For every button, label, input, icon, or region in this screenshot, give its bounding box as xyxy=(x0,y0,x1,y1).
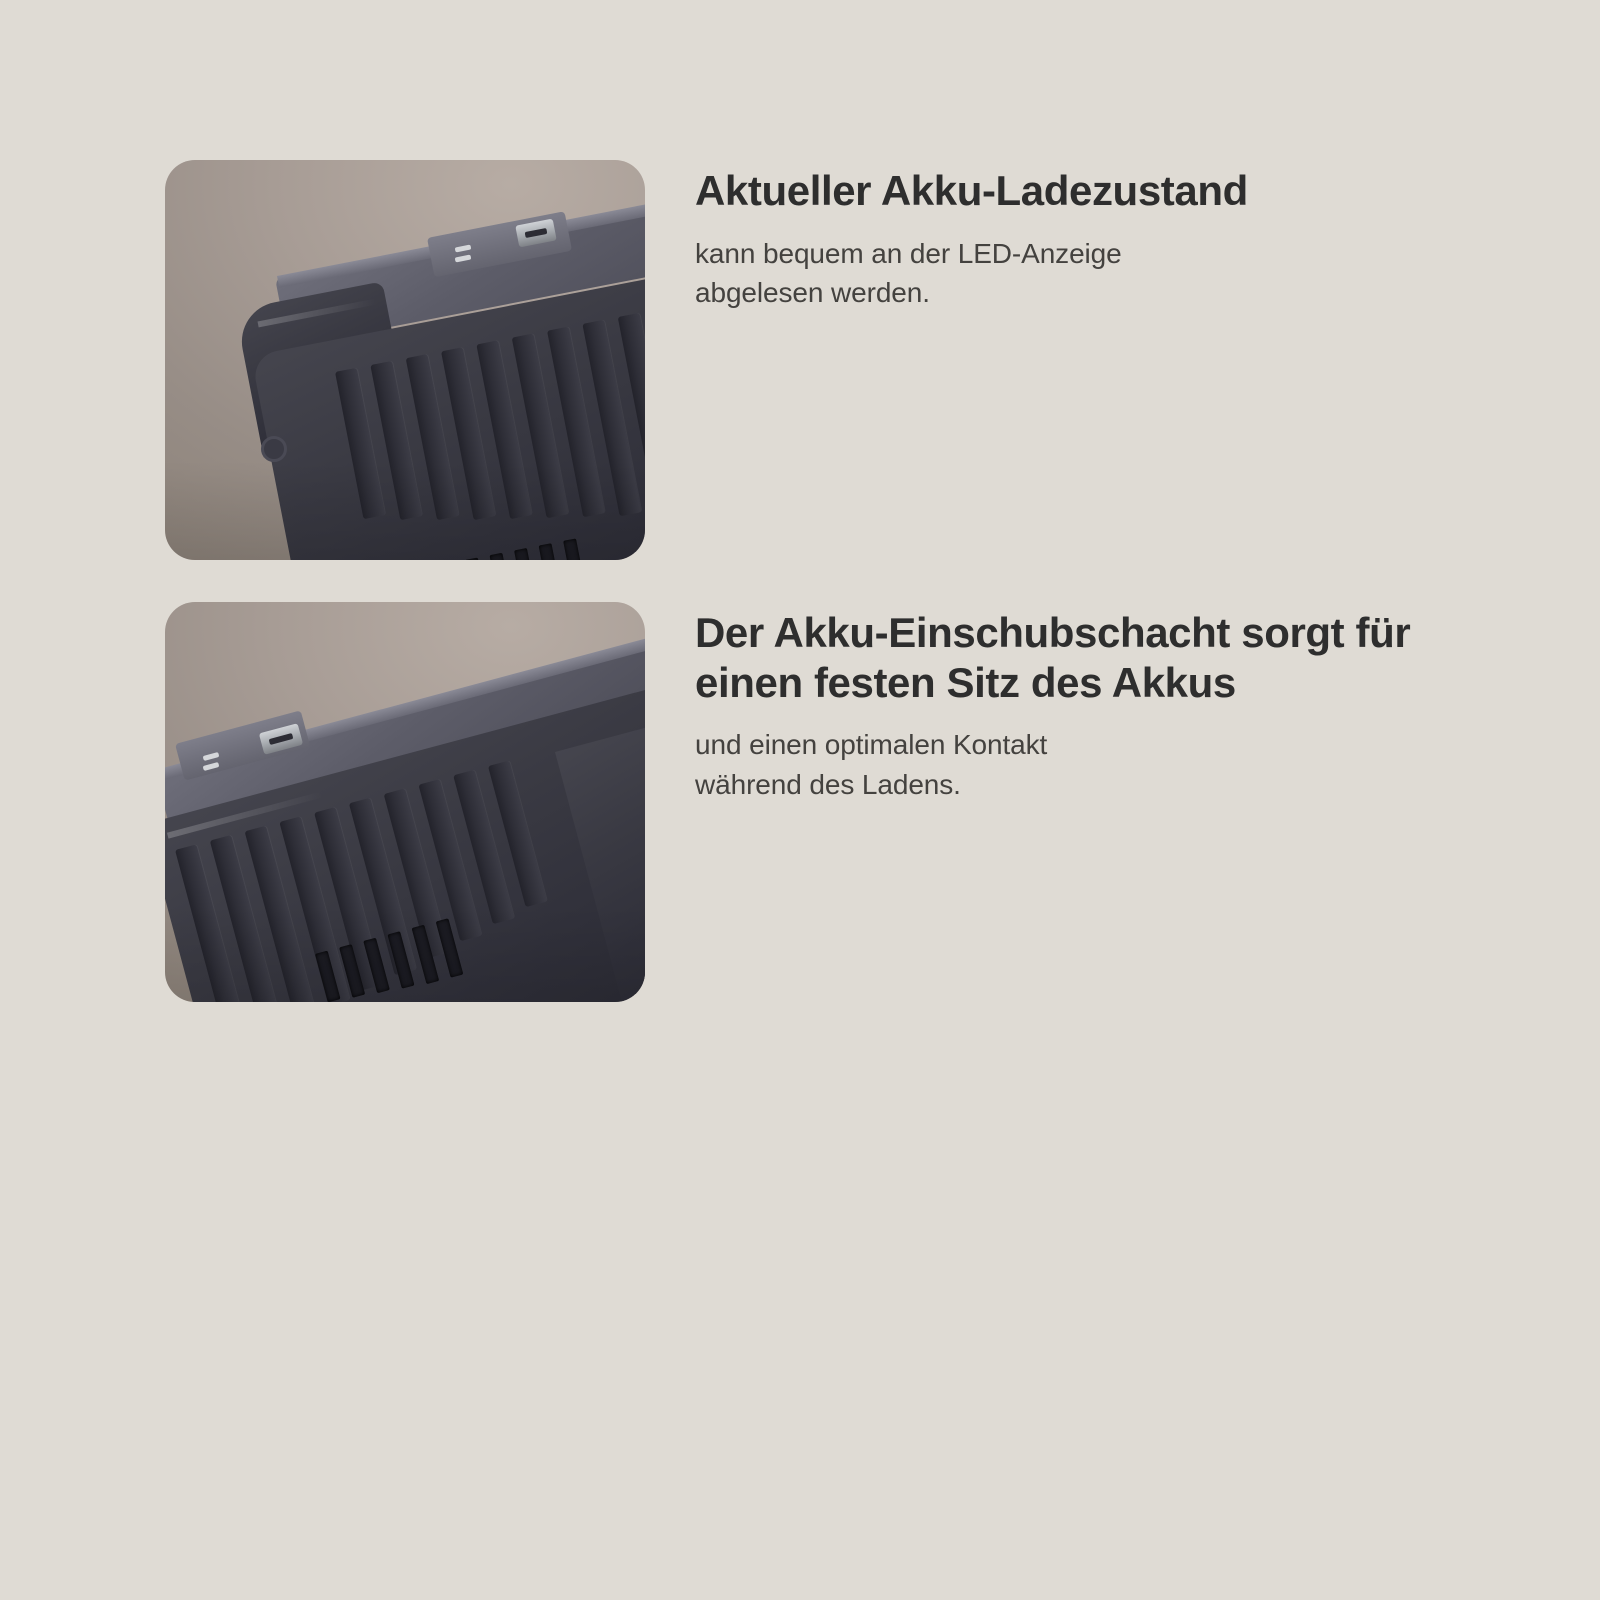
feature-title: Der Akku-Einschubschacht sorgt für einen festen Sitz des Akkus xyxy=(695,609,1411,706)
feature-body-line: und einen optimalen Kontakt xyxy=(695,729,1048,761)
feature-row xyxy=(165,602,1465,1002)
photo-shadow xyxy=(165,902,645,1002)
feature-body xyxy=(695,234,1248,314)
photo-shadow xyxy=(165,460,645,560)
feature-body-line: während des Ladens. xyxy=(695,768,961,800)
feature-text-block xyxy=(695,160,1248,313)
product-photo-illustration xyxy=(165,602,645,1002)
product-photo-illustration xyxy=(165,160,645,560)
charger-round-detail xyxy=(261,436,287,462)
feature-body-line: kann bequem an der LED-Anzeige xyxy=(695,237,1122,269)
feature-title: Aktueller Akku-Ladezustand xyxy=(695,167,1248,214)
feature-list xyxy=(165,160,1465,1002)
feature-body xyxy=(695,725,1435,805)
feature-body-line: abgelesen werden. xyxy=(695,277,930,309)
battery-charger-led-indicator-closeup xyxy=(165,160,645,560)
feature-text-block xyxy=(695,602,1435,805)
feature-row xyxy=(165,160,1465,560)
battery-charger-slide-in-bay-closeup xyxy=(165,602,645,1002)
